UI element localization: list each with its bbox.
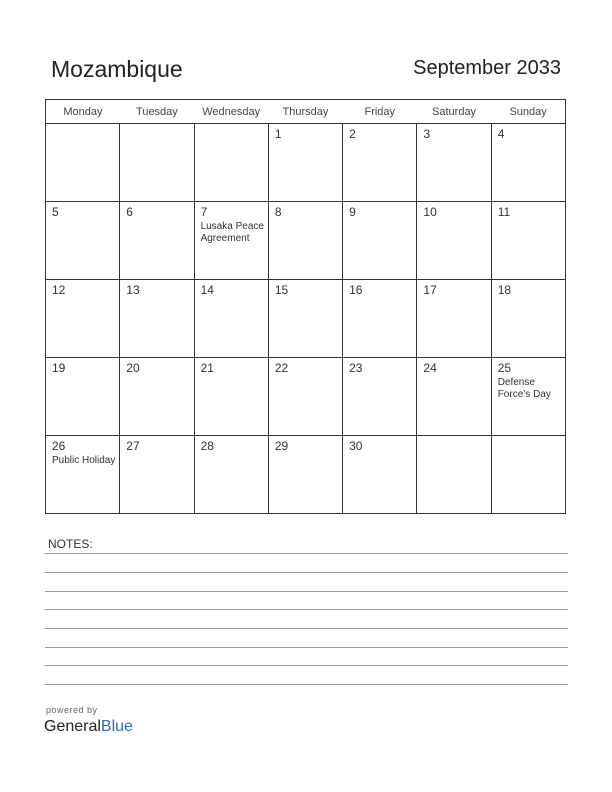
calendar-grid [45, 99, 566, 514]
day-number: 29 [274, 439, 289, 453]
weekday-header: Tuesday [120, 100, 194, 124]
weekday-header: Wednesday [194, 100, 268, 124]
day-cell [120, 202, 194, 280]
day-number: 21 [200, 361, 214, 375]
day-cell [46, 436, 120, 514]
day-cell [194, 358, 268, 436]
day-number: 14 [200, 283, 214, 297]
day-cell [417, 202, 491, 280]
day-number: 2 [349, 127, 356, 141]
week-row [46, 436, 566, 514]
day-number: 25 [497, 361, 512, 375]
day-cell [268, 436, 342, 514]
day-number: 9 [349, 205, 356, 219]
day-cell [491, 436, 565, 514]
day-cell [194, 436, 268, 514]
holiday-label: Public Holiday [52, 455, 116, 466]
notes-label: NOTES: [48, 537, 93, 551]
note-line [45, 553, 568, 554]
day-number: 4 [497, 127, 505, 141]
note-line [45, 665, 568, 666]
day-cell [268, 202, 342, 280]
day-cell [343, 202, 417, 280]
day-number: 19 [52, 361, 66, 375]
note-line [45, 591, 568, 592]
day-cell [417, 280, 491, 358]
day-cell [268, 280, 342, 358]
note-line [45, 572, 568, 573]
holiday-label: Defense Force’s Day [497, 377, 551, 400]
day-number: 15 [274, 283, 289, 297]
month-year-title: September 2033 [413, 57, 561, 79]
day-cell [417, 124, 491, 202]
day-cell [491, 202, 565, 280]
day-cell [46, 202, 120, 280]
weekday-header: Sunday [491, 100, 565, 124]
day-number: 30 [349, 439, 363, 453]
day-number: 27 [126, 439, 140, 453]
day-cell [120, 124, 194, 202]
day-number: 7 [200, 205, 208, 219]
country-title: Mozambique [51, 56, 183, 82]
day-number: 23 [349, 361, 363, 375]
note-line [45, 647, 568, 648]
note-line [45, 684, 568, 685]
day-cell [194, 124, 268, 202]
powered-by-text: powered by [46, 705, 98, 715]
brand-logo [44, 718, 133, 736]
weekday-header: Friday [343, 100, 417, 124]
day-number: 5 [52, 205, 59, 219]
week-row [46, 202, 566, 280]
note-line [45, 628, 568, 629]
day-number: 12 [52, 283, 66, 297]
brand-logo-part1: General [44, 718, 101, 735]
day-cell [46, 358, 120, 436]
day-cell [491, 280, 565, 358]
weekday-header: Saturday [417, 100, 491, 124]
day-number: 16 [349, 283, 363, 297]
week-row [46, 280, 566, 358]
day-cell [46, 280, 120, 358]
day-number: 8 [274, 205, 282, 219]
day-cell [46, 124, 120, 202]
day-cell [120, 358, 194, 436]
day-cell [491, 124, 565, 202]
day-cell [417, 358, 491, 436]
day-number: 20 [126, 361, 140, 375]
day-number: 6 [126, 205, 133, 219]
day-cell [343, 280, 417, 358]
day-cell [194, 202, 268, 280]
weekday-header: Thursday [268, 100, 342, 124]
day-number: 11 [497, 205, 511, 219]
day-number: 3 [423, 127, 431, 141]
weekday-header: Monday [46, 100, 120, 124]
day-cell [194, 280, 268, 358]
holiday-label: Lusaka Peace Agreement [200, 221, 264, 244]
brand-logo-part2: Blue [100, 718, 133, 735]
day-number: 10 [423, 205, 437, 219]
day-cell [343, 358, 417, 436]
day-cell [491, 358, 565, 436]
day-number: 17 [423, 283, 437, 297]
week-row [46, 124, 566, 202]
day-number: 22 [274, 361, 289, 375]
day-cell [120, 436, 194, 514]
day-cell [343, 124, 417, 202]
day-number: 13 [126, 283, 140, 297]
day-cell [120, 280, 194, 358]
day-cell [268, 358, 342, 436]
day-number: 1 [274, 127, 282, 141]
week-row [46, 358, 566, 436]
day-number: 24 [423, 361, 437, 375]
day-cell [268, 124, 342, 202]
weekday-header-row [46, 100, 566, 124]
note-line [45, 609, 568, 610]
day-number: 28 [200, 439, 214, 453]
day-number: 18 [497, 283, 512, 297]
day-cell [417, 436, 491, 514]
day-number: 26 [52, 439, 66, 453]
day-cell [343, 436, 417, 514]
